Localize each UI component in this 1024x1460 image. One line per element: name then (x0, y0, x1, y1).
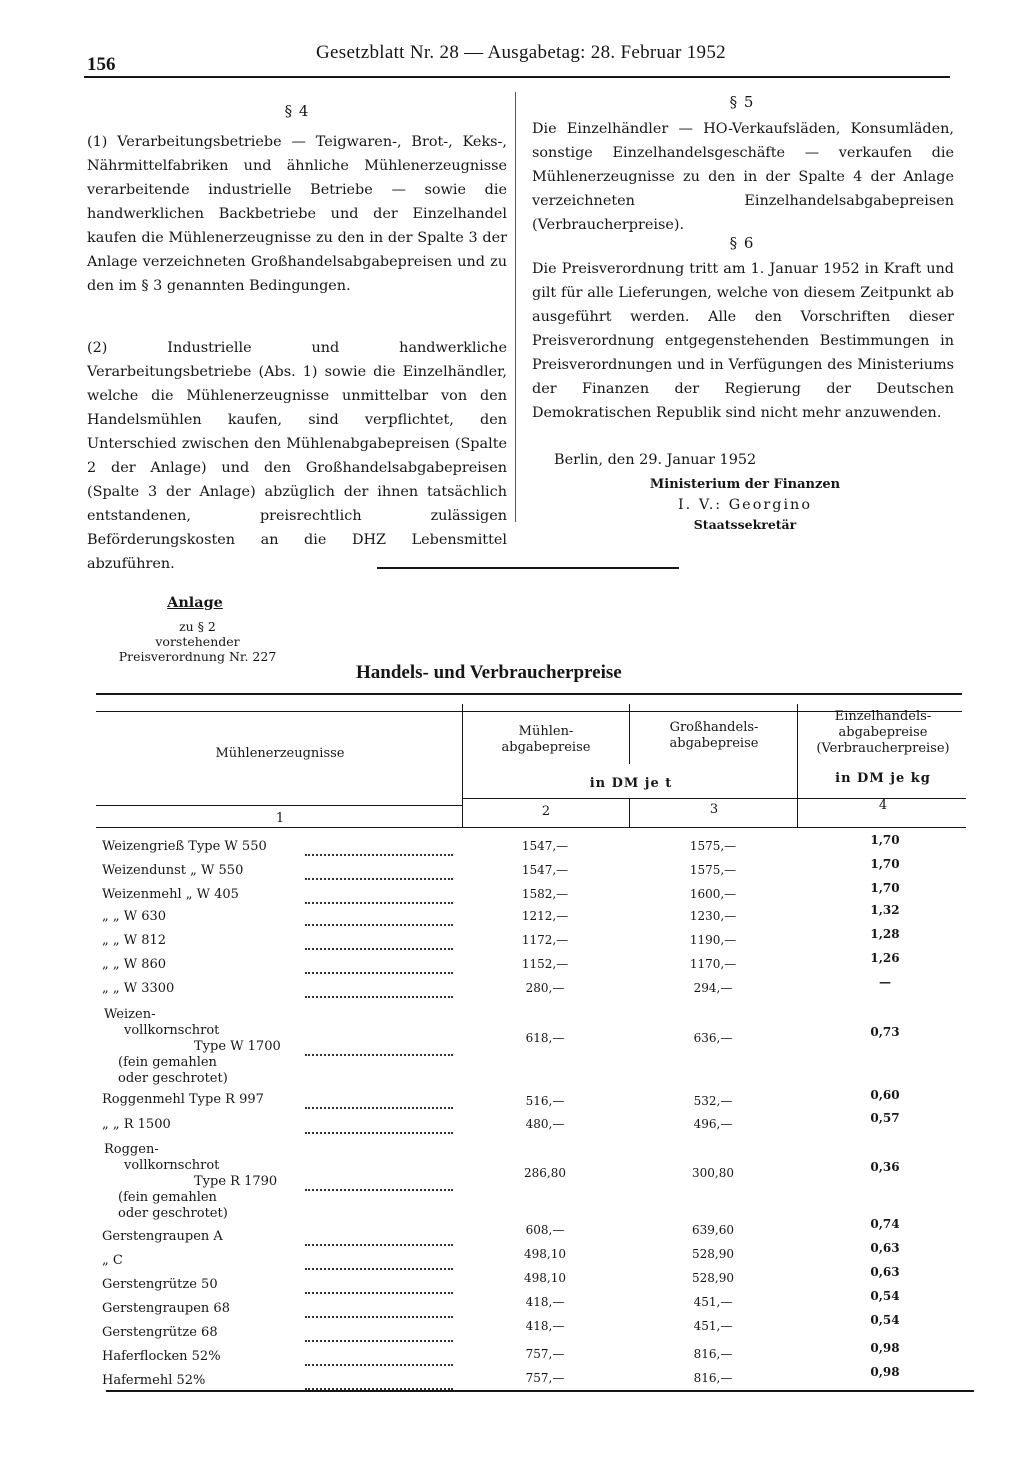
price-wholesale: 532,— (693, 1094, 733, 1108)
section-4-heading: § 4 (284, 102, 310, 120)
product-label: Gerstengraupen A (102, 1229, 223, 1244)
price-mill: 1547,— (521, 863, 569, 877)
price-mill: 498,10 (524, 1271, 566, 1285)
annex-ref-3: Preisverordnung Nr. 227 (118, 649, 277, 664)
price-wholesale: 451,— (693, 1295, 733, 1309)
column-number-1: 1 (275, 811, 285, 826)
price-wholesale: 816,— (693, 1347, 733, 1361)
price-mill: 618,— (525, 1031, 565, 1045)
column-number-4: 4 (878, 798, 888, 813)
signatory-name: I. V.: Georgino (677, 497, 812, 513)
product-label: „ „ R 1500 (102, 1117, 171, 1132)
price-retail: 0,57 (870, 1111, 900, 1125)
price-wholesale: 639,60 (692, 1223, 734, 1237)
price-wholesale: 451,— (693, 1319, 733, 1333)
product-label: Type R 1790 (194, 1174, 278, 1189)
price-retail: 0,63 (870, 1241, 900, 1255)
product-label: Gerstengraupen 68 (102, 1301, 230, 1316)
product-label: Roggen- (104, 1142, 159, 1157)
price-retail: 0,98 (870, 1341, 900, 1355)
leader-dots (305, 888, 453, 904)
annex-ref-2: vorstehender (155, 634, 240, 649)
price-mill: 757,— (525, 1371, 565, 1385)
leader-dots (305, 1302, 453, 1318)
price-mill: 418,— (525, 1295, 565, 1309)
leader-dots (305, 982, 453, 998)
price-retail: 0,54 (870, 1313, 900, 1327)
product-label: Roggenmehl Type R 997 (102, 1092, 264, 1107)
price-mill: 1582,— (521, 887, 569, 901)
price-mill: 1212,— (521, 909, 569, 923)
price-wholesale: 636,— (693, 1031, 733, 1045)
price-retail: — (879, 975, 891, 989)
price-wholesale: 1575,— (689, 863, 737, 877)
table-title: Handels- und Verbraucherpreise (356, 662, 622, 683)
leader-dots (305, 1350, 453, 1366)
price-retail: 0,74 (870, 1217, 900, 1231)
leader-dots (305, 934, 453, 950)
product-label: „ „ W 630 (102, 909, 167, 924)
leader-dots (305, 910, 453, 926)
price-mill: 1152,— (521, 957, 569, 971)
col4-header-line3: (Verbraucherpreise) (816, 741, 950, 756)
leader-dots (305, 864, 453, 880)
price-mill: 608,— (525, 1223, 565, 1237)
place-date: Berlin, den 29. Januar 1952 (554, 452, 757, 468)
ministry-name: Ministerium der Finanzen (649, 477, 841, 492)
price-mill: 516,— (525, 1094, 565, 1108)
section-6-paragraph: Die Preisverordnung tritt am 1. Januar 1952 in Kraft und gilt für alle Lieferungen, welche von diesem Zeitpunkt ab ausgeführt werden. Alle den Vorschriften dieser Preisverordnung entgegenstehenden Bestimmungen in Preisverordnungen und in Verfügungen des Ministeriums der Finanzen der Regierung der Deutschen Demokratischen Republik sind nicht mehr anzuwenden. (532, 261, 954, 421)
col4-header-line2: abgabepreise (838, 725, 928, 740)
product-label: Weizenmehl „ W 405 (102, 887, 239, 902)
leader-dots (305, 1278, 453, 1294)
product-label: oder geschrotet) (118, 1071, 228, 1086)
price-retail: 1,26 (870, 951, 900, 965)
product-label: Hafermehl 52% (102, 1373, 206, 1388)
product-label: Gerstengrütze 68 (102, 1325, 218, 1340)
price-mill: 1547,— (521, 839, 569, 853)
price-wholesale: 300,80 (692, 1166, 734, 1180)
price-wholesale: 528,90 (692, 1271, 734, 1285)
product-label: (fein gemahlen (118, 1055, 217, 1070)
product-label: Type W 1700 (194, 1039, 281, 1054)
product-label: „ „ W 860 (102, 957, 167, 972)
price-mill: 1172,— (521, 933, 569, 947)
signatory-title: Staatssekretär (693, 517, 797, 532)
col1-header: Mühlenerzeugnisse (215, 746, 345, 761)
product-label: Gerstengrütze 50 (102, 1277, 218, 1292)
annex-ref-1: zu § 2 (179, 619, 216, 634)
product-label: vollkornschrot (124, 1158, 220, 1173)
price-mill: 480,— (525, 1117, 565, 1131)
price-mill: 280,— (525, 981, 565, 995)
product-label: oder geschrotet) (118, 1206, 228, 1221)
price-retail: 1,32 (870, 903, 900, 917)
leader-dots (305, 1118, 453, 1134)
price-retail: 0,63 (870, 1265, 900, 1279)
leader-dots (305, 1326, 453, 1342)
price-mill: 498,10 (524, 1247, 566, 1261)
col3-header-line2: abgabepreise (669, 736, 759, 751)
price-retail: 0,54 (870, 1289, 900, 1303)
col2-header-line1: Mühlen- (518, 724, 574, 739)
annex-title: Anlage (167, 594, 223, 611)
running-title: Gesetzblatt Nr. 28 — Ausgabetag: 28. Februar 1952 (316, 42, 726, 63)
price-wholesale: 1230,— (689, 909, 737, 923)
section-6-heading: § 6 (729, 234, 755, 252)
product-label: Weizendunst „ W 550 (102, 863, 244, 878)
price-retail: 1,28 (870, 927, 900, 941)
leader-dots (305, 1040, 453, 1056)
unit-per-tonne: in DM je t (589, 776, 673, 791)
page-number: 156 (87, 54, 116, 75)
price-retail: 0,98 (870, 1365, 900, 1379)
product-label: „ C (102, 1253, 123, 1268)
product-label: „ „ W 812 (102, 933, 167, 948)
price-mill: 418,— (525, 1319, 565, 1333)
product-label: „ „ W 3300 (102, 981, 175, 996)
price-wholesale: 528,90 (692, 1247, 734, 1261)
col4-header-line1: Einzelhandels- (834, 709, 932, 724)
price-wholesale: 1600,— (689, 887, 737, 901)
price-retail: 0,36 (870, 1160, 900, 1174)
section-5-paragraph: Die Einzelhändler — HO-Verkaufsläden, Konsumläden, sonstige Einzelhandelsgeschäfte — verkaufen die Mühlenerzeugnisse zu den in der Spalte 4 der Anlage verzeichneten Einzelhandelsabgabepreisen (Verbraucherpreise). (532, 121, 954, 233)
price-wholesale: 1190,— (689, 933, 737, 947)
price-mill: 757,— (525, 1347, 565, 1361)
product-label: Haferflocken 52% (102, 1349, 221, 1364)
section-5-heading: § 5 (729, 93, 755, 111)
price-retail: 1,70 (870, 857, 900, 871)
unit-per-kg: in DM je kg (835, 771, 931, 786)
product-label: Weizengrieß Type W 550 (102, 839, 267, 854)
price-retail: 0,60 (870, 1088, 900, 1102)
leader-dots (305, 1254, 453, 1270)
column-number-2: 2 (541, 804, 551, 819)
product-label: Weizen- (104, 1007, 156, 1022)
product-label: vollkornschrot (124, 1023, 220, 1038)
section-4-paragraph-2: (2) Industrielle und handwerkliche Verarbeitungsbetriebe (Abs. 1) sowie die Einzelhändler, welche die Mühlenerzeugnisse unmittelbar von den Handelsmühlen kaufen, sind verpflichtet, den Unterschied zwischen den Mühlenabgabepreisen (Spalte 2 der Anlage) und den Großhandelsabgabepreisen (Spalte 3 der Anlage) abzüglich der ihnen tatsächlich entstandenen, preisrechtlich zulässigen Beförderungskosten an die DHZ Lebensmittel abzuführen. (87, 340, 507, 572)
leader-dots (305, 1374, 453, 1390)
price-retail: 0,73 (870, 1025, 900, 1039)
product-label: (fein gemahlen (118, 1190, 217, 1205)
price-retail: 1,70 (870, 881, 900, 895)
col2-header-line2: abgabepreise (501, 740, 591, 755)
price-wholesale: 1575,— (689, 839, 737, 853)
price-wholesale: 1170,— (689, 957, 737, 971)
price-mill: 286,80 (524, 1166, 566, 1180)
price-wholesale: 496,— (693, 1117, 733, 1131)
column-number-3: 3 (709, 802, 719, 817)
leader-dots (305, 1230, 453, 1246)
price-wholesale: 816,— (693, 1371, 733, 1385)
leader-dots (305, 1093, 453, 1109)
col3-header-line1: Großhandels- (669, 720, 759, 735)
price-retail: 1,70 (870, 833, 900, 847)
leader-dots (305, 1175, 453, 1191)
section-4-paragraph-1: (1) Verarbeitungsbetriebe — Teigwaren-, Brot-, Keks-, Nährmittelfabriken und ähnliche Mühlenerzeugnisse verarbeitende industrielle Betriebe — sowie die handwerklichen Backbetriebe und der Einzelhandel kaufen die Mühlenerzeugnisse zu den in der Spalte 3 der Anlage verzeichneten Großhandelsabgabepreisen und zu den im § 3 genannten Bedingungen. (87, 134, 507, 294)
leader-dots (305, 958, 453, 974)
price-wholesale: 294,— (693, 981, 733, 995)
leader-dots (305, 840, 453, 856)
